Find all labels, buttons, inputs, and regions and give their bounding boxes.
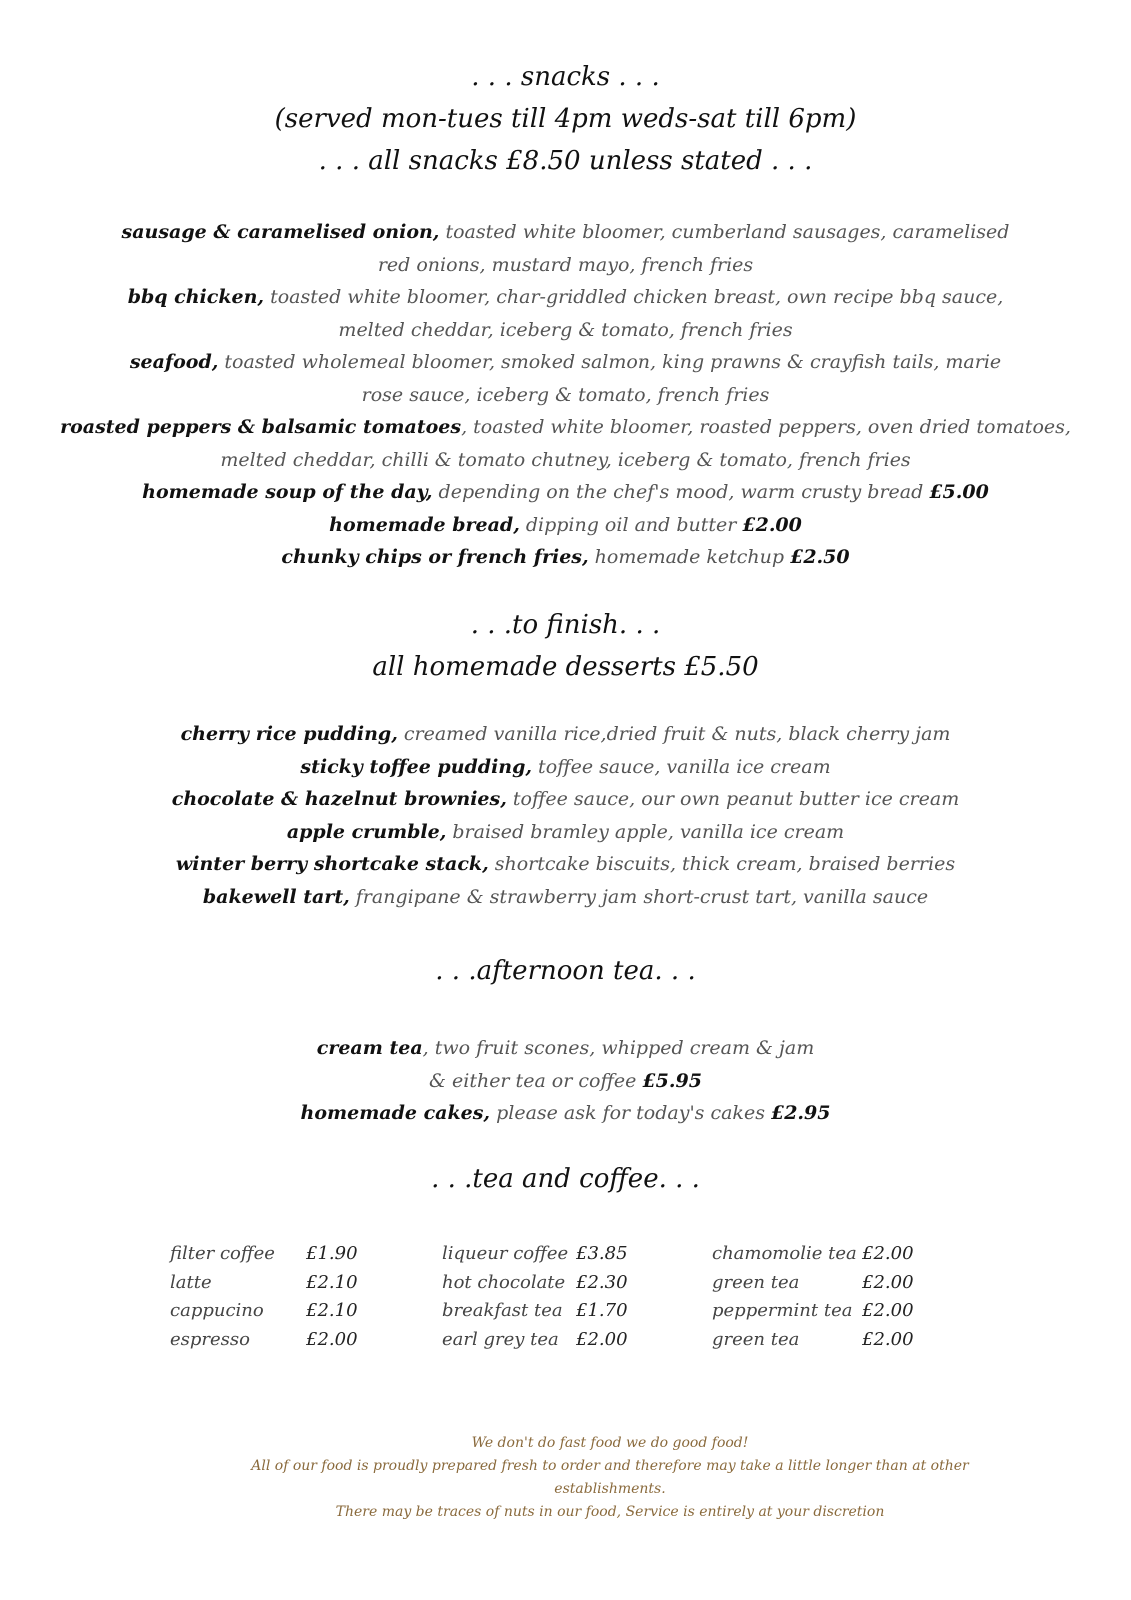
menu-item <box>0 1032 1131 1097</box>
drink-name: cappucino <box>170 1300 264 1321</box>
item-desc: toffee sauce, vanilla ice cream <box>532 755 831 778</box>
drink-row <box>170 1326 358 1355</box>
afternoon-tea-heading: . . .afternoon tea. . . <box>435 956 696 986</box>
drink-price: £2.00 <box>306 1328 358 1350</box>
item-desc: homemade ketchup <box>588 546 791 568</box>
menu-item <box>0 881 1131 914</box>
drink-row <box>170 1297 358 1326</box>
item-name: cream tea <box>316 1037 423 1059</box>
drink-row <box>712 1326 914 1355</box>
item-price: £2.50 <box>790 546 850 568</box>
menu-item <box>20 346 1111 411</box>
menu-item <box>0 816 1131 849</box>
drink-name: filter coffee <box>170 1243 275 1264</box>
menu-item <box>20 476 1111 509</box>
drink-price: £3.85 <box>576 1243 628 1264</box>
footer-line: All of our food is proudly prepared fresh to order and therefore may take a little longer than at other <box>251 1458 969 1474</box>
item-desc: frangipane & strawberry jam short-crust tart, vanilla sauce <box>349 885 929 908</box>
snacks-title: . . . snacks . . . <box>471 62 660 92</box>
menu-item <box>20 216 1111 281</box>
menu-item <box>0 783 1131 816</box>
drink-row <box>170 1240 358 1269</box>
drink-price: £2.00 <box>862 1243 914 1264</box>
footer-line: We don't do fast food we do good food! <box>471 1435 749 1451</box>
item-name: sticky toffee pudding, <box>300 755 533 778</box>
snacks-price-note: . . . all snacks £8.50 unless stated . . . <box>318 146 813 176</box>
item-desc: , toasted white bloomer, roasted peppers, oven dried tomatoes, <box>461 416 1071 438</box>
drink-row <box>170 1269 358 1298</box>
menu-item <box>20 541 1111 574</box>
item-desc: , two fruit scones, whipped cream & jam <box>422 1037 815 1059</box>
item-desc: creamed vanilla rice,dried fruit & nuts, black cherry jam <box>397 723 951 745</box>
snacks-serving-times: (served mon-tues till 4pm weds-sat till 6pm) <box>274 104 857 134</box>
footer-note <box>200 1432 1020 1524</box>
drink-name: hot chocolate <box>442 1271 566 1293</box>
drink-name: espresso <box>170 1328 250 1350</box>
drink-price: £1.70 <box>576 1300 628 1321</box>
drink-price: £2.30 <box>576 1271 628 1293</box>
footer-line: There may be traces of nuts in our food, Service is entirely at your discretion <box>335 1504 885 1520</box>
item-price: £5.00 <box>929 481 989 503</box>
drink-price: £2.00 <box>862 1300 914 1321</box>
drink-name: liqueur coffee <box>442 1243 569 1264</box>
menu-item <box>0 1097 1131 1130</box>
afternoon-tea-list <box>0 1032 1131 1130</box>
item-price: £2.95 <box>770 1102 831 1124</box>
drink-price: £2.10 <box>306 1300 358 1321</box>
drink-name: earl grey tea <box>442 1328 559 1350</box>
item-desc: melted cheddar, iceberg & tomato, french fries <box>338 318 793 341</box>
drink-name: breakfast tea <box>442 1300 563 1321</box>
item-desc: please ask for today's cakes <box>490 1102 771 1124</box>
item-desc: shortcake biscuits, thick cream, braised berries <box>488 853 956 875</box>
drink-price: £2.00 <box>862 1271 914 1293</box>
item-desc: toasted wholemeal bloomer, smoked salmon, king prawns & crayfish tails, marie <box>218 351 1002 373</box>
item-name: winter berry shortcake stack, <box>175 853 489 875</box>
drink-row <box>712 1297 914 1326</box>
drink-row <box>712 1269 914 1298</box>
drink-row <box>442 1297 628 1326</box>
item-name: chocolate & hazelnut brownies, <box>171 788 507 810</box>
item-desc: red onions, mustard mayo, french fries <box>377 253 754 276</box>
drink-row <box>712 1240 914 1269</box>
item-name: roasted peppers & balsamic tomatoes <box>60 416 462 438</box>
item-desc: toffee sauce, our own peanut butter ice cream <box>506 788 960 810</box>
drink-price: £2.00 <box>576 1328 628 1350</box>
item-name: seafood, <box>129 351 219 373</box>
menu-item <box>20 411 1111 476</box>
desserts-list <box>0 718 1131 913</box>
drinks-column-1 <box>170 1240 358 1354</box>
drink-row <box>442 1269 628 1298</box>
item-name: homemade cakes, <box>300 1102 491 1124</box>
drink-price: £2.00 <box>862 1328 914 1350</box>
menu-item <box>0 751 1131 784</box>
item-desc: dipping oil and butter <box>519 513 743 536</box>
desserts-heading <box>0 604 1131 688</box>
footer-line: establishments. <box>554 1481 666 1497</box>
item-name: sausage & caramelised onion, <box>121 221 440 243</box>
drink-name: latte <box>170 1271 212 1293</box>
item-desc: & either tea or coffee <box>429 1069 643 1092</box>
menu-item <box>20 509 1111 542</box>
menu-item <box>20 281 1111 346</box>
drink-name: green tea <box>712 1328 800 1350</box>
item-price: £2.00 <box>742 513 802 536</box>
snacks-heading <box>0 56 1131 182</box>
menu-item <box>0 718 1131 751</box>
item-name: apple crumble, <box>286 820 447 843</box>
drink-name: green tea <box>712 1271 800 1293</box>
drink-price: £1.90 <box>306 1243 358 1264</box>
drinks-column-2 <box>442 1240 628 1354</box>
item-name: bakewell tart, <box>202 885 350 908</box>
drinks-column-3 <box>712 1240 914 1354</box>
item-desc: rose sauce, iceberg & tomato, french fries <box>361 383 770 406</box>
item-desc: toasted white bloomer, char-griddled chicken breast, own recipe bbq sauce, <box>264 286 1004 308</box>
tea-coffee-heading: . . .tea and coffee. . . <box>431 1164 700 1194</box>
item-desc: depending on the chef's mood, warm crusty bread <box>432 481 930 503</box>
drink-row <box>442 1326 628 1355</box>
desserts-title: . . .to finish. . . <box>470 610 661 640</box>
item-desc: melted cheddar, chilli & tomato chutney, iceberg & tomato, french fries <box>220 448 911 471</box>
item-desc: toasted white bloomer, cumberland sausages, caramelised <box>439 221 1010 243</box>
item-desc: braised bramley apple, vanilla ice cream <box>446 820 845 843</box>
desserts-price-note: all homemade desserts £5.50 <box>372 652 759 682</box>
item-name: homemade bread, <box>329 513 520 536</box>
drink-price: £2.10 <box>306 1271 358 1293</box>
item-name: bbq chicken, <box>127 286 265 308</box>
item-name: homemade soup of the day, <box>142 481 433 503</box>
snacks-list <box>20 216 1111 574</box>
item-price: £5.95 <box>642 1069 702 1092</box>
drink-name: chamomolie tea <box>712 1243 857 1264</box>
drink-row <box>442 1240 628 1269</box>
item-name: cherry rice pudding, <box>180 723 398 745</box>
menu-item <box>0 848 1131 881</box>
item-name: chunky chips or french fries, <box>281 546 589 568</box>
drink-name: peppermint tea <box>712 1300 853 1321</box>
